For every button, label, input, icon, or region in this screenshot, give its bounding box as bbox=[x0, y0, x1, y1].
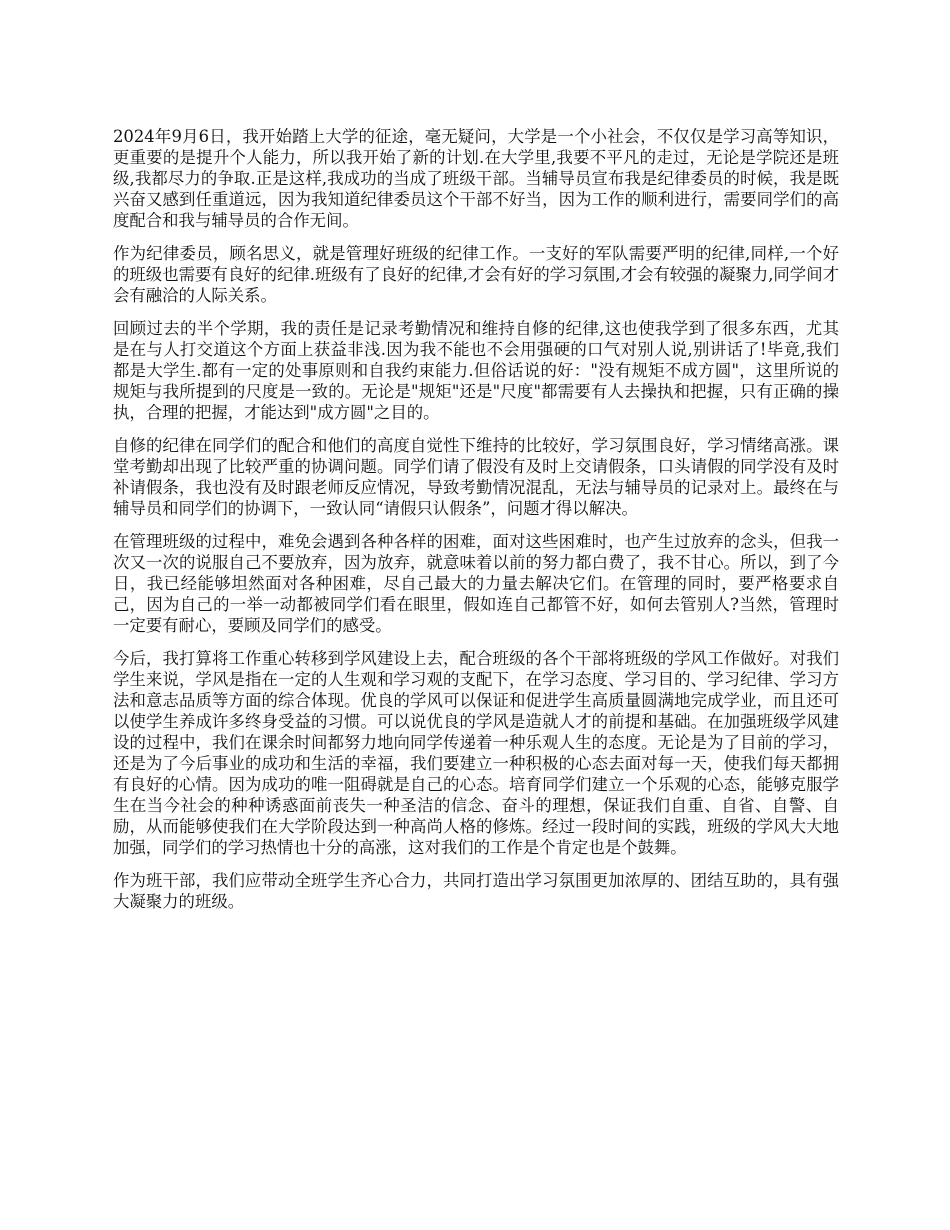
document-body bbox=[113, 126, 839, 924]
paragraph-4: 自修的纪律在同学们的配合和他们的高度自觉性下维持的比较好，学习氛围良好，学习情绪高涨。课堂考勤却出现了比较严重的协调问题。同学们请了假没有及时上交请假条，口头请假的同学没有及时补请假条，我也没有及时跟老师反应情况，导致考勤情况混乱，无法与辅导员的记录对上。最终在与辅导员和同学们的协调下，一致认同“请假只认假条”，问题才得以解决。 bbox=[113, 436, 839, 518]
paragraph-2: 作为纪律委员，顾名思义，就是管理好班级的纪律工作。一支好的军队需要严明的纪律,同样,一个好的班级也需要有良好的纪律.班级有了良好的纪律,才会有好的学习氛围,才会有较强的凝聚力,同学间才会有融洽的人际关系。 bbox=[113, 244, 839, 305]
paragraph-6: 今后，我打算将工作重心转移到学风建设上去，配合班级的各个干部将班级的学风工作做好。对我们学生来说，学风是指在一定的人生观和学习观的支配下，在学习态度、学习目的、学习纪律、学习方法和意志品质等方面的综合体现。优良的学风可以保证和促进学生高质量圆满地完成学业，而且还可以使学生养成许多终身受益的习惯。可以说优良的学风是造就人才的前提和基础。在加强班级学风建设的过程中，我们在课余时间都努力地向同学传递着一种乐观人生的态度。无论是为了目前的学习，还是为了今后事业的成功和生活的幸福，我们要建立一种积极的心态去面对每一天，使我们每天都拥有良好的心情。因为成功的唯一阻碍就是自己的心态。培育同学们建立一个乐观的心态，能够克服学生在当今社会的种种诱惑面前丧失一种圣洁的信念、奋斗的理想，保证我们自重、自省、自警、自励，从而能够使我们在大学阶段达到一种高尚人格的修炼。经过一段时间的实践，班级的学风大大地加强，同学们的学习热情也十分的高涨，这对我们的工作是个肯定也是个鼓舞。 bbox=[113, 649, 839, 857]
paragraph-5: 在管理班级的过程中，难免会遇到各种各样的困难，面对这些困难时，也产生过放弃的念头，但我一次又一次的说服自己不要放弃，因为放弃，就意味着以前的努力都白费了，我不甘心。所以，到了今日，我已经能够坦然面对各种困难，尽自己最大的力量去解决它们。在管理的同时，要严格要求自己，因为自己的一举一动都被同学们看在眼里，假如连自己都管不好，如何去管别人?当然，管理时一定要有耐心，要顾及同学们的感受。 bbox=[113, 532, 839, 635]
paragraph-3: 回顾过去的半个学期，我的责任是记录考勤情况和维持自修的纪律,这也使我学到了很多东西，尤其是在与人打交道这个方面上获益非浅.因为我不能也不会用强硬的口气对别人说,别讲话了!毕竟,我们都是大学生.都有一定的处事原则和自我约束能力.但俗话说的好："没有规矩不成方圆"，这里所说的规矩与我所提到的尺度是一致的。无论是"规矩"还是"尺度"都需要有人去操执和把握，只有正确的操执，合理的把握，才能达到"成方圆"之目的。 bbox=[113, 319, 839, 422]
paragraph-7: 作为班干部，我们应带动全班学生齐心合力，共同打造出学习氛围更加浓厚的、团结互助的，具有强大凝聚力的班级。 bbox=[113, 871, 839, 911]
paragraph-1: 2024年9月6日，我开始踏上大学的征途，毫无疑问，大学是一个小社会，不仅仅是学习高等知识，更重要的是提升个人能力，所以我开始了新的计划.在大学里,我要不平凡的走过，无论是学院还是班级,我都尽力的争取.正是这样,我成功的当成了班级干部。当辅导员宣布我是纪律委员的时候，我是既兴奋又感到任重道远，因为我知道纪律委员这个干部不好当，因为工作的顺利进行，需要同学们的高度配合和我与辅导员的合作无间。 bbox=[113, 127, 839, 230]
